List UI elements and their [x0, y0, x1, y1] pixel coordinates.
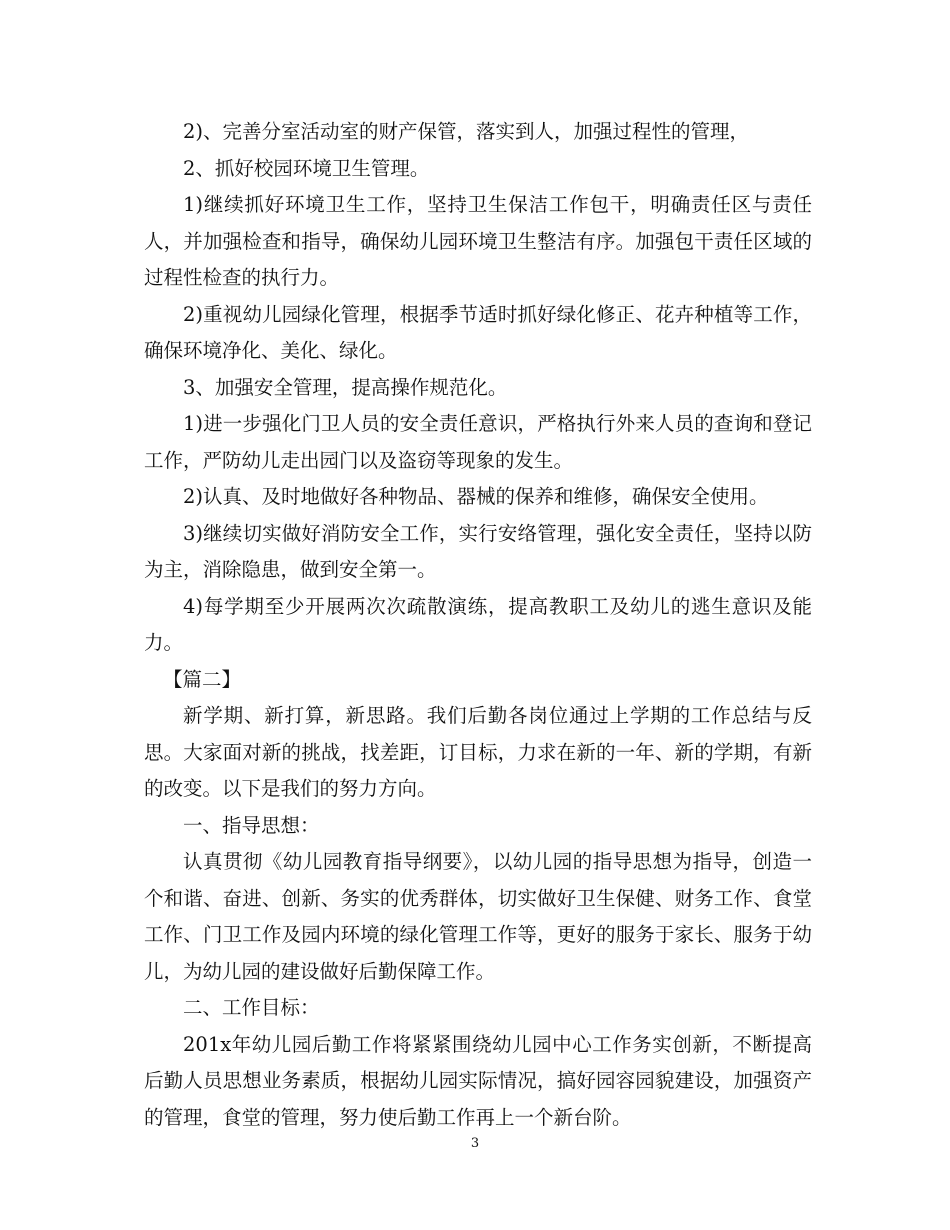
paragraph-property-management: 2)、完善分室活动室的财产保管，落实到人，加强过程性的管理，: [183, 120, 750, 143]
section-title-part-two: 【篇二】: [163, 667, 242, 691]
paragraph-safety-heading: 3、加强安全管理，提高操作规范化。: [183, 375, 508, 399]
paragraph-guiding-ideology: 认真贯彻《幼儿园教育指导纲要》，以幼儿园的指导思想为指导，创造一个和谐、奋进、创新、务实的优秀群体，切实做好卫生保健、财务工作、食堂工作、门卫工作及园内环境的绿化管理工作等，更好的服务于家长、服务于幼儿，为幼儿园的建设做好后勤保障工作。: [144, 850, 812, 983]
paragraph-greening: 2)重视幼儿园绿化管理，根据季节适时抓好绿化修正、花卉种植等工作，确保环境净化、美化、绿化。: [144, 302, 812, 362]
paragraph-environment-heading: 2、抓好校园环境卫生管理。: [183, 156, 430, 180]
paragraph-new-semester: 新学期、新打算，新思路。我们后勤各岗位通过上学期的工作总结与反思。大家面对新的挑战，找差距，订目标，力求在新的一年、新的学期，有新的改变。以下是我们的努力方向。: [144, 704, 812, 800]
paragraph-sanitation: 1)继续抓好环境卫生工作，坚持卫生保洁工作包干，明确责任区与责任人，并加强检查和指导，确保幼儿园环境卫生整洁有序。加强包干责任区域的过程性检查的执行力。: [144, 193, 812, 289]
paragraph-work-goals-heading: 二、工作目标：: [183, 996, 320, 1019]
paragraph-evacuation-drill: 4)每学期至少开展两次次疏散演练，提高教职工及幼儿的逃生意识及能力。: [144, 594, 812, 654]
paragraph-guiding-ideology-heading: 一、指导思想：: [183, 813, 320, 837]
document-body: [144, 114, 812, 1136]
paragraph-guard-duty: 1)进一步强化门卫人员的安全责任意识，严格执行外来人员的查询和登记工作，严防幼儿走出园门以及盗窃等现象的发生。: [144, 412, 812, 472]
paragraph-work-goals: 201x年幼儿园后勤工作将紧紧围绕幼儿园中心工作务实创新，不断提高后勤人员思想业务素质，根据幼儿园实际情况，搞好园容园貌建设，加强资产的管理，食堂的管理，努力使后勤工作再上一个新台阶。: [144, 1032, 812, 1129]
paragraph-fire-safety: 3)继续切实做好消防安全工作，实行安络管理，强化安全责任，坚持以防为主，消除隐患，做到安全第一。: [144, 521, 812, 581]
page-number: 3: [470, 1136, 480, 1151]
paragraph-equipment-maintenance: 2)认真、及时地做好各种物品、器械的保养和维修，确保安全使用。: [183, 485, 769, 508]
